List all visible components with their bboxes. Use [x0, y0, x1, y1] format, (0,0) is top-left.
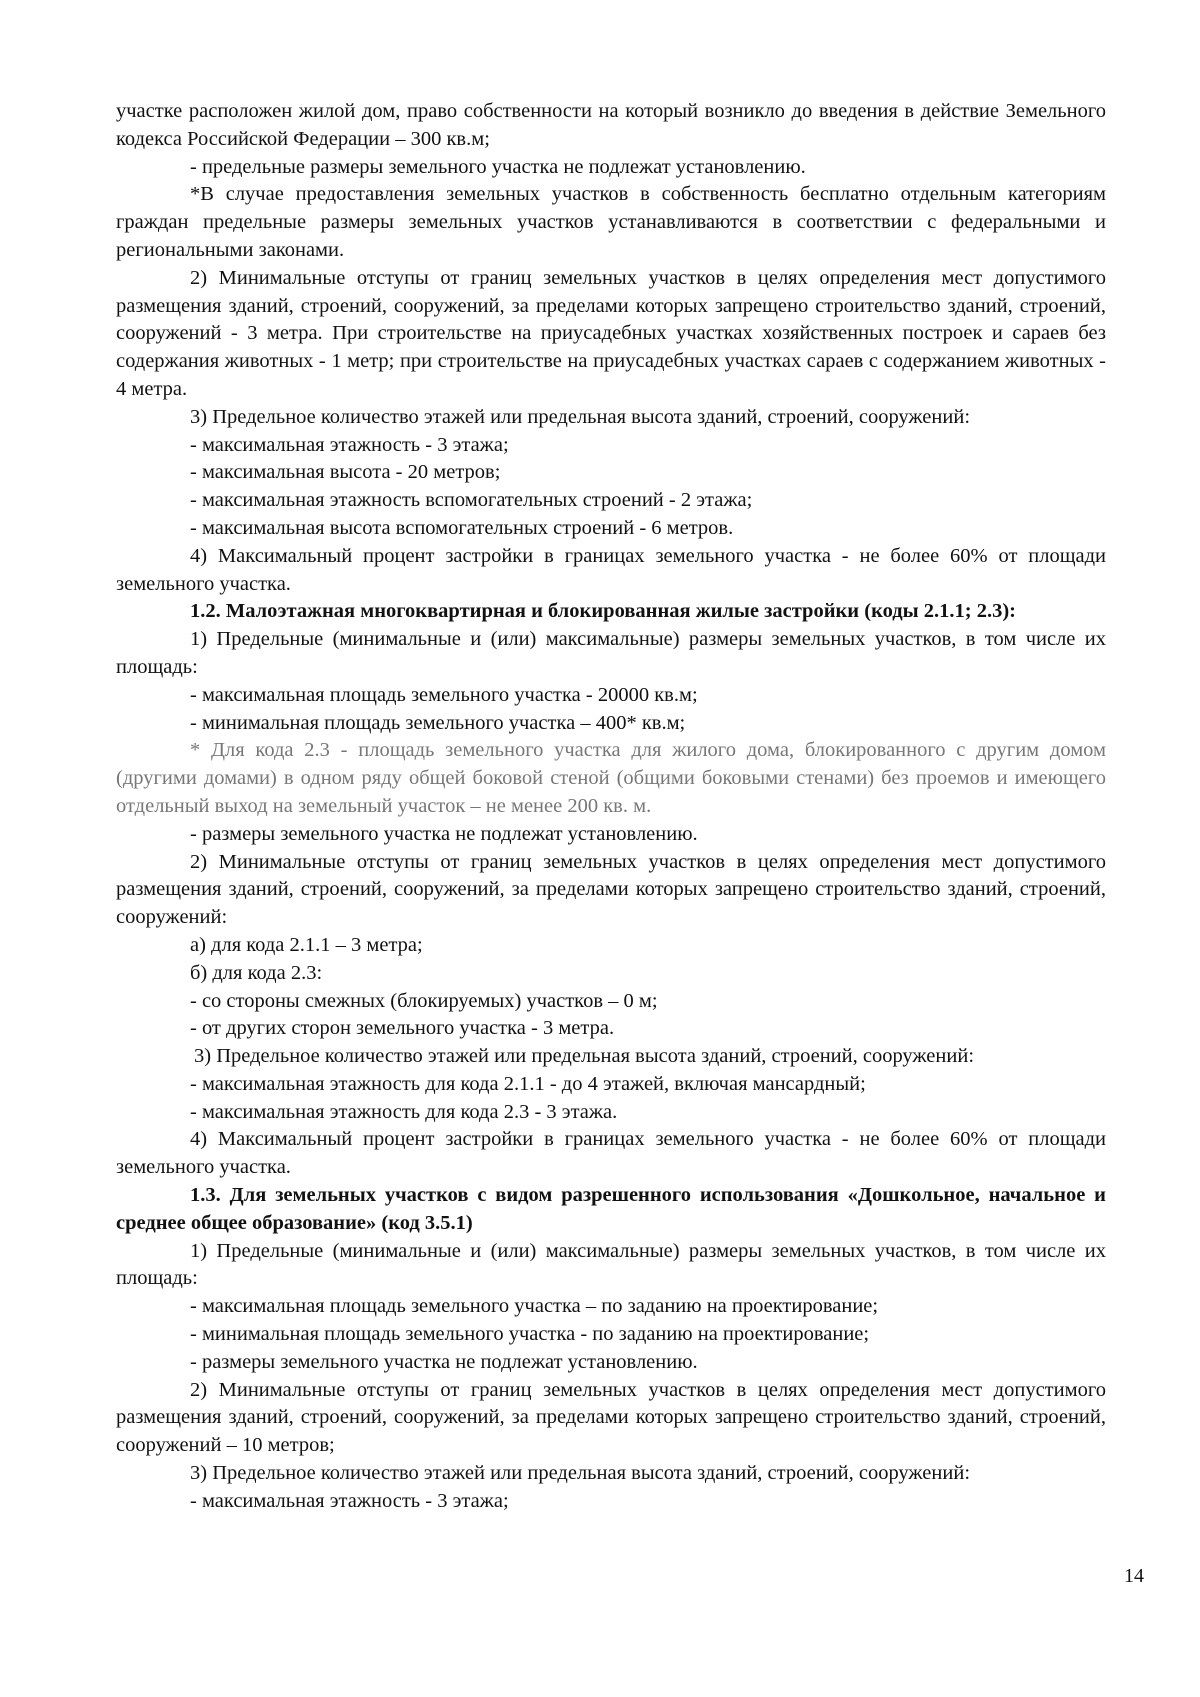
list-item: - предельные размеры земельного участка не подлежат установлению. [190, 155, 806, 178]
list-item: а) для кода 2.1.1 – 3 метра; [190, 933, 423, 956]
section-heading: 1.3. Для земельных участков с видом разрешенного использования «Дошкольное, начальное и среднее общее образование» (код 3.5.1) [116, 1184, 1106, 1234]
paragraph: 3) Предельное количество этажей или предельная высота зданий, строений, сооружений: [190, 405, 971, 428]
list-item: - максимальная этажность вспомогательных строений - 2 этажа; [190, 489, 753, 512]
paragraph: *В случае предоставления земельных участков в собственность бесплатно отдельным категориям граждан предельные размеры земельных участков устанавливаются в соответствии с федеральными и региональными законами. [116, 183, 1106, 261]
list-item: - со стороны смежных (блокируемых) участков – 0 м; [190, 989, 658, 1012]
list-item: - минимальная площадь земельного участка – 400* кв.м; [190, 711, 686, 734]
list-item: - максимальная этажность - 3 этажа; [190, 1489, 509, 1512]
paragraph: 2) Минимальные отступы от границ земельных участков в целях определения мест допустимого размещения зданий, строений, сооружений, за пределами которых запрещено строительство зданий, строений, сооружений: [116, 850, 1106, 929]
list-item: - максимальная высота вспомогательных строений - 6 метров. [190, 516, 734, 539]
page-number: 14 [1124, 1565, 1144, 1587]
paragraph: 1) Предельные (минимальные и (или) максимальные) размеры земельных участков, в том числе их площадь: [116, 1239, 1106, 1290]
paragraph: участке расположен жилой дом, право собственности на который возникло до введения в действие Земельного кодекса Российской Федерации – 300 кв.м; [116, 100, 1106, 150]
list-item: - максимальная этажность для кода 2.1.1 - до 4 этажей, включая мансардный; [190, 1072, 866, 1095]
list-item: - максимальная этажность - 3 этажа; [190, 433, 509, 456]
paragraph: 4) Максимальный процент застройки в границах земельного участка - не более 60% от площади земельного участка. [116, 1128, 1106, 1179]
list-item: - размеры земельного участка не подлежат установлению. [190, 1350, 698, 1373]
section-heading: 1.2. Малоэтажная многоквартирная и блокированная жилые застройки (коды 2.1.1; 2.3): [190, 600, 1017, 623]
page-content [116, 98, 1106, 1516]
list-item: - минимальная площадь земельного участка - по заданию на проектирование; [190, 1323, 870, 1346]
list-item: б) для кода 2.3: [190, 961, 323, 984]
footnote-text: * Для кода 2.3 - площадь земельного участка для жилого дома, блокированного с другим домом (другими домами) в одном ряду общей боковой стеной (общими боковыми стенами) без проемов и имеющего отдельный выход на земельный участок – не менее 200 кв. м. [116, 739, 1106, 817]
paragraph: 2) Минимальные отступы от границ земельных участков в целях определения мест допустимого размещения зданий, строений, сооружений, за пределами которых запрещено строительство зданий, строений, сооружений – 10 метров; [116, 1378, 1106, 1457]
list-item: - максимальная этажность для кода 2.3 - 3 этажа. [190, 1100, 618, 1123]
list-item: - максимальная площадь земельного участка - 20000 кв.м; [190, 683, 698, 706]
list-item: - размеры земельного участка не подлежат установлению. [190, 822, 698, 845]
paragraph: 3) Предельное количество этажей или предельная высота зданий, строений, сооружений: [194, 1045, 975, 1068]
paragraph: 3) Предельное количество этажей или предельная высота зданий, строений, сооружений: [190, 1462, 971, 1485]
paragraph: 4) Максимальный процент застройки в границах земельного участка - не более 60% от площади земельного участка. [116, 544, 1106, 595]
paragraph: 2) Минимальные отступы от границ земельных участков в целях определения мест допустимого размещения зданий, строений, сооружений, за пределами которых запрещено строительство зданий, строений, сооружений - 3 метра. При строительстве на приусадебных участках хозяйственных построек и сараев без содержания животных - 1 метр; при строительстве на приусадебных участках сараев с содержанием животных - 4 метра. [116, 266, 1106, 400]
paragraph: 1) Предельные (минимальные и (или) максимальные) размеры земельных участков, в том числе их площадь: [116, 628, 1106, 678]
list-item: - от других сторон земельного участка - 3 метра. [190, 1017, 615, 1040]
list-item: - максимальная высота - 20 метров; [190, 461, 501, 484]
list-item: - максимальная площадь земельного участка – по заданию на проектирование; [190, 1295, 879, 1318]
